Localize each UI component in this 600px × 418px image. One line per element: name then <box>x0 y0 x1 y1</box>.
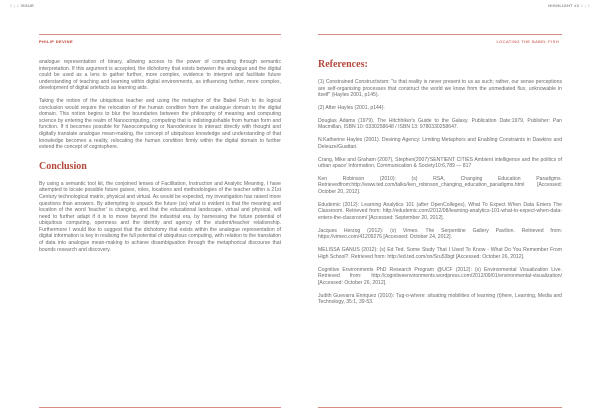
reference-item: Crang, Mike and Graham (2007), Stephen(2007)'SENTIENT CITIES Ambient intelligence and the politics of urban space' Information, Communication & Society10:6,789 — 817 <box>318 156 562 170</box>
reference-item: Cognitive Environments PhD Research Program @UCF (2012): (s) Environmental Visualization Live. Retrieved from: http://cognitiveenvironments.wordpress.com/2012/09/01/environmental-visualization/ [Accessed: October 26, 2012]. <box>318 266 562 286</box>
left-page-header <box>10 3 34 8</box>
reference-item: (1) Constrained Constructivism: "is that reality is never present to us as such; rather, our sense perceptions are self-organising processes that construct the world we know from the unmediated flux, unknowable in itself" (Hayles 2001, p145). <box>318 79 562 99</box>
reference-item: Judith Guevarra Enriquez (2010): Tug-o-where: situating mobilities of learning (t)here, Learning, Media and Technology, 35:1, 39-53. <box>318 292 562 306</box>
reference-item: MELISSA GANUS (2012): (s) Ed Ted. Some Study That I Used To Know - What Do You Remember From High School?. Retrieved from: http://ed.ted.com/on/Sru53bgt [Accessed: October 26, 2012]. <box>318 247 562 260</box>
right-bottom-rule <box>318 407 562 408</box>
reference-item: Douglas Adams (1979). The Hitchhiker's Guide to the Galaxy. Publication Date:1979, Publisher: Pan Macmillan, ISBN 10: 0330258648 / ISBN 13: 9780330258647. <box>318 117 562 131</box>
reference-item: (2) After Hayles (2001, p144). <box>318 104 385 111</box>
left-top-rule <box>39 34 281 35</box>
right-header-title: HIGHLIGHT #2 <box>548 3 580 8</box>
right-top-rule <box>318 34 562 35</box>
left-header-title: ISSUE <box>20 3 35 8</box>
conclusion-paragraph: By using a semantic tool kit, the conjoined lenses of Facilitation, Instruction and Analytic Meaning, I have attempted to locate possible future guises, roles, locations and methodologies of the teacher within a 21st Century technological matrix, physical and virtual. As would be expected, my investigation has raised more questions than answers. By attempting to unpack the future (so) what is evident is that the meaning and location of the word 'teacher' is changing, and that the educational landscape, virtual and physical, will need to further adapt if it is to move beyond the industrial era, by harnessing the future potential of ubiquitous computing, openness and the identity and agency of the student/teacher relationship. Furthermore I would like to suggest that the dichotomy that exists within the analogue representation of digital information is key in realising the full potential of ubiquitous computing, with relation to the translation of data into analogue mean-making to achieve disambiguation through the metaphorical discourse that bounds research and discovery. <box>39 180 281 253</box>
reference-item: Jacques Herzog (2012): (s) Vimeo. The Serpentine Gallery Pavilion. Retrieved from: https://vimeo.com/41209276 [Accessed: October 24, 2012]. <box>318 227 562 241</box>
reference-item: Ken Robinson (2010): (s) RSA, Changing Education Paradigms. Retrievedfrom:http://www.ted.com/talks/ken_robinson_changing_education_paradigms.html [Accessed: October 20, 2012]. <box>318 175 562 196</box>
right-page-number: 1 | 2 <box>580 3 590 8</box>
conclusion-heading: Conclusion <box>39 160 87 172</box>
body-paragraph-2: Taking the notion of the ubiquitous teacher and using the metaphor of the Babel Fish to its logical conclusion would require the relocation of the human condition from the analogue domain to the digital domain. This notion begins to blur the boundaries between the philosophy of meaning and computing science by entering the realm of Nanocomputing, computing that is indistinguishable from human form and function. If it becomes possible for Nanocomputing or Nanodevices to interact directly with thought and digitally translate analogue mean-making, the concept of ubiquitous knowledge and understanding of that knowledge becomes a reality, relocating the human condition firmly within the digital domain to further extend the concept of cognisphere. <box>39 97 281 151</box>
left-column <box>39 59 281 259</box>
references-heading: References: <box>318 59 368 70</box>
reference-item: N.Katherine Hayles (2001). Desiring Agency: Limiting Metaphors and Enabling Constraints in Dawkins and Deleuze/Guattari. <box>318 137 562 150</box>
right-column <box>318 59 562 312</box>
reference-item: Edudemic (2012): Learning Analytics 101 (after OpenColleges), What To Expect When Data Enters The Classroom. Retrieved from: http://edudemic.com/2012/08/learning-analytics-101-what-to-expect-when-data-enters-the-classroom/ [Accessed: September 20, 2012]. <box>318 201 562 222</box>
left-bottom-rule <box>39 407 281 408</box>
left-page-number: 0 | 1 <box>10 3 20 8</box>
right-page-header <box>548 3 590 8</box>
article-title: LOCATING THE BABEL FISH <box>496 39 559 44</box>
author-name: PHILIP DEVINE <box>39 39 74 44</box>
body-paragraph-1: analogue representation of binary, allowing access to the power of computing through semantic interpretation. If this argument is accepted, the dichotomy that exists between the analogue and the digital could be used as a lens to gather further, more complex, evidence to interpret and facilitate future understanding of teaching and learning within digital environments, as influencing further, more complex, development of digital artefacts as learning aids. <box>39 59 281 92</box>
